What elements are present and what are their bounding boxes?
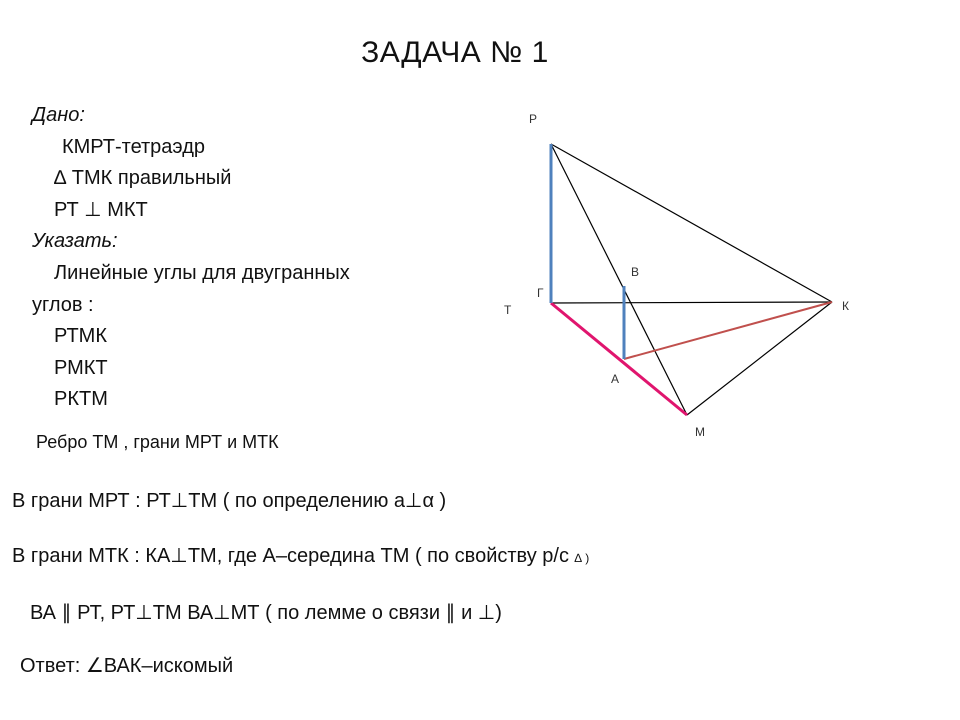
given-line-perpendicular: РТ ⊥ МКТ <box>54 198 148 221</box>
answer: Ответ: ∠ВАК–искомый <box>20 655 234 677</box>
given-heading: Дано: <box>32 104 85 126</box>
find-line-2: углов : <box>32 293 94 316</box>
angle-item-pktm: РКТМ <box>54 388 108 411</box>
edge-note: Ребро ТМ , грани МРТ и МТК <box>36 432 279 452</box>
solution-step-2-main: В грани МТК : КА⊥ТМ, где А–середина ТМ ( по свойству р/с <box>12 545 569 567</box>
given-line-tetrahedron: КМРТ-тетраэдр <box>62 135 205 158</box>
angle-item-ptmk: РТМК <box>54 325 107 348</box>
label-b: В <box>631 265 640 279</box>
segment-ak <box>624 302 832 359</box>
solution-step-2-small: ∆ ) <box>574 551 590 565</box>
find-heading: Указать: <box>32 230 118 253</box>
label-p: Р <box>529 112 538 126</box>
label-k: К <box>842 299 849 313</box>
edge-tk <box>551 302 832 303</box>
label-m: М <box>695 425 705 439</box>
edge-tm <box>551 303 687 415</box>
given-line-triangle: ∆ ТМК правильный <box>54 167 232 190</box>
label-g: Г <box>537 286 544 300</box>
label-a: А <box>611 372 620 386</box>
solution-step-3: ВА ∥ РТ, РТ⊥ТМ ВА⊥МТ ( по лемме о связи ∥ и ⊥) <box>30 602 502 624</box>
label-t: Т <box>504 303 512 317</box>
solution-step-1: В грани МРТ : РТ⊥ТМ ( по определению а⊥α ) <box>12 490 447 512</box>
edge-mk <box>687 302 832 415</box>
angle-item-pmkt: РМКТ <box>54 356 108 379</box>
edge-pk <box>551 144 832 302</box>
page-title: ЗАДАЧА № 1 <box>361 36 549 69</box>
find-line-1: Линейные углы для двугранных <box>54 261 350 284</box>
